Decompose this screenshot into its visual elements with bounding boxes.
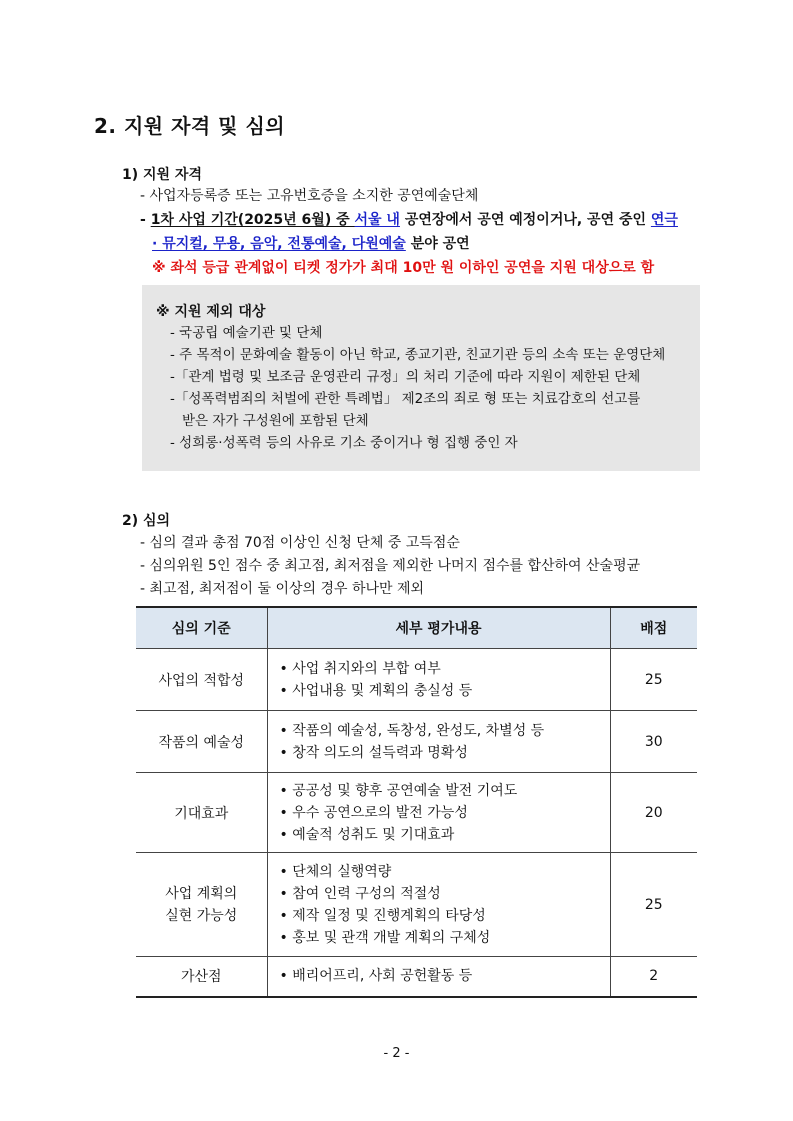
detail-item: • 우수 공연으로의 발전 가능성 (279, 804, 468, 821)
details-cell (267, 853, 610, 957)
genre-text-2: · 뮤지컬, 무용, 음악, 전통예술, 다원예술 (152, 236, 406, 252)
score-cell: 20 (610, 773, 697, 853)
review-line: - 심의위원 5인 점수 중 최고점, 최저점을 제외한 나머지 점수를 합산하여 산술평균 (140, 558, 641, 574)
exclusion-item: - 성희롱·성폭력 등의 사유로 기소 중이거나 형 집행 중인 자 (170, 435, 518, 451)
detail-item: • 작품의 예술성, 독창성, 완성도, 차별성 등 (279, 722, 545, 739)
details-cell (267, 711, 610, 773)
header-criterion: 심의 기준 (136, 607, 267, 649)
table-row (136, 957, 697, 997)
review-title: 2) 심의 (122, 513, 171, 529)
detail-item: • 사업내용 및 계획의 충실성 등 (279, 682, 473, 699)
exclusion-item: -「관계 법령 및 보조금 운영관리 규정」의 처리 기준에 따라 지원이 제한된 단체 (170, 369, 641, 385)
header-score: 배점 (610, 607, 697, 649)
detail-item: • 배리어프리, 사회 공헌활동 등 (279, 968, 473, 985)
exclusion-item: -「성폭력범죄의 처벌에 관한 특례법」 제2조의 죄로 형 또는 치료감호의 선고를 (170, 391, 641, 407)
details-cell (267, 649, 610, 711)
exclusion-item: 받은 자가 구성원에 포함된 단체 (182, 413, 369, 429)
criterion-cell: 사업 계획의 실현 가능성 (136, 853, 267, 957)
detail-item: • 공공성 및 향후 공연예술 발전 기여도 (279, 782, 518, 799)
details-cell (267, 773, 610, 853)
genre-text-1: 연극 (650, 212, 678, 228)
seoul-text: 서울 내 (354, 212, 400, 228)
header-details: 세부 평가내용 (267, 607, 610, 649)
criterion-cell: 사업의 적합성 (136, 649, 267, 711)
eligibility-line-1: - 사업자등록증 또는 고유번호증을 소지한 공연예술단체 (140, 188, 479, 204)
ticket-note: ※ 좌석 등급 관계없이 티켓 정가가 최대 10만 원 이하인 공연을 지원 대상으로 함 (152, 260, 655, 276)
review-line: - 최고점, 최저점이 둘 이상의 경우 하나만 제외 (140, 581, 425, 597)
section-title: 2. 지원 자격 및 심의 (94, 114, 286, 138)
exclusion-item: - 주 목적이 문화예술 활동이 아닌 학교, 종교기관, 친교기관 등의 소속 또는 운영단체 (170, 347, 666, 363)
criterion-cell: 작품의 예술성 (136, 711, 267, 773)
evaluation-table (136, 606, 697, 998)
detail-item: • 제작 일정 및 진행계획의 타당성 (279, 907, 486, 924)
exclusion-box (142, 285, 700, 471)
page-number: - 2 - (383, 1046, 410, 1061)
detail-item: • 예술적 성취도 및 기대효과 (279, 826, 455, 843)
details-cell (267, 957, 610, 997)
score-cell: 25 (610, 649, 697, 711)
review-line: - 심의 결과 총점 70점 이상인 신청 단체 중 고득점순 (140, 535, 460, 551)
table-row (136, 853, 697, 957)
venue-text: 공연장에서 공연 예정이거나, 공연 중인 (399, 212, 651, 228)
dash: - (140, 212, 151, 228)
criterion-cell: 가산점 (136, 957, 267, 997)
genre-suffix: 분야 공연 (405, 236, 470, 252)
score-cell: 25 (610, 853, 697, 957)
exclusion-item: - 국공립 예술기관 및 단체 (170, 325, 323, 341)
exclusion-title: ※ 지원 제외 대상 (156, 304, 266, 320)
criterion-cell: 기대효과 (136, 773, 267, 853)
detail-item: • 참여 인력 구성의 적절성 (279, 885, 441, 902)
period-text: 1차 사업 기간(2025년 6월) 중 (150, 212, 355, 228)
eligibility-line-2 (140, 210, 678, 230)
score-cell: 30 (610, 711, 697, 773)
detail-item: • 창작 의도의 설득력과 명확성 (279, 744, 468, 761)
detail-item: • 사업 취지와의 부합 여부 (279, 660, 441, 677)
table-row (136, 711, 697, 773)
detail-item: • 단체의 실행역량 (279, 863, 392, 880)
table-row (136, 649, 697, 711)
eligibility-title: 1) 지원 자격 (122, 167, 202, 183)
table-row (136, 773, 697, 853)
score-cell: 2 (610, 957, 697, 997)
detail-item: • 홍보 및 관객 개발 계획의 구체성 (279, 929, 491, 946)
table-header-row (136, 607, 697, 649)
eligibility-line-2-cont (152, 234, 470, 254)
